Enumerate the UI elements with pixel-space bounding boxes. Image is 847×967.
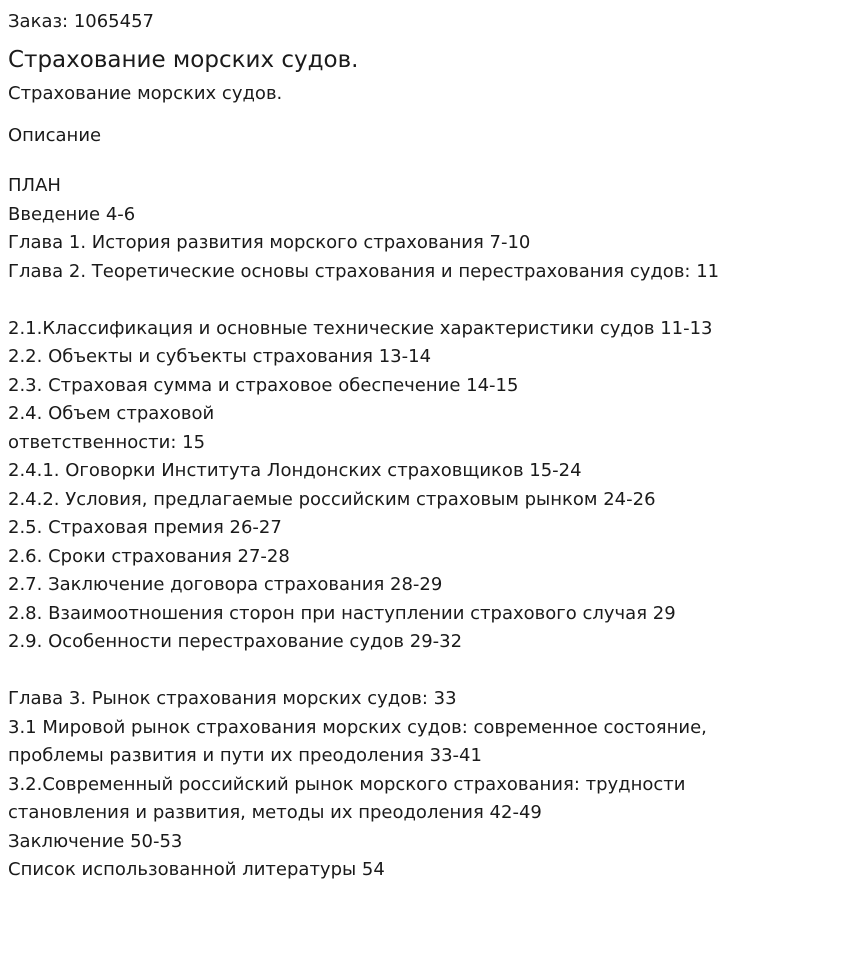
plan-line: 2.8. Взаимоотношения сторон при наступлении страхового случая 29 — [8, 602, 676, 624]
plan-blank-line — [8, 657, 839, 686]
plan-blank-line — [8, 286, 839, 315]
plan-line: проблемы развития и пути их преодоления 33-41 — [8, 745, 482, 766]
plan-line: 2.6. Сроки страхования 27-28 — [8, 545, 290, 567]
plan-line: Глава 3. Рынок страхования морских судов: 33 — [8, 688, 457, 709]
description-label: Описание — [8, 125, 102, 146]
plan-line: 2.4.1. Оговорки Института Лондонских страховщиков 15-24 — [8, 460, 582, 481]
plan-heading: ПЛАН — [8, 175, 61, 196]
plan-line: 2.3. Страховая сумма и страховое обеспечение 14-15 — [8, 374, 519, 396]
plan-line: ответственности: 15 — [8, 431, 206, 453]
plan-line: 3.2.Современный российский рынок морского страхования: трудности — [8, 773, 686, 795]
plan-line: 2.9. Особенности перестрахование судов 29-32 — [8, 631, 463, 652]
plan-line: 2.4. Объем страховой — [8, 403, 215, 424]
plan-line: Глава 1. История развития морского страхования 7-10 — [8, 232, 531, 253]
plan-line: 2.2. Объекты и субъекты страхования 13-14 — [8, 346, 432, 367]
plan-content — [8, 172, 839, 885]
plan-line: 3.1 Мировой рынок страхования морских судов: современное состояние, — [8, 716, 707, 738]
plan-line: Глава 2. Теоретические основы страхования и перестрахования судов: 11 — [8, 260, 720, 282]
plan-line: Список использованной литературы 54 — [8, 859, 385, 880]
plan-line: 2.1.Классификация и основные технические характеристики судов 11-13 — [8, 317, 713, 339]
plan-line: 2.5. Страховая премия 26-27 — [8, 517, 282, 538]
page-title: Страхование морских судов. — [8, 47, 359, 73]
page-subtitle: Страхование морских судов. — [8, 83, 283, 104]
plan-line: становления и развития, методы их преодоления 42-49 — [8, 802, 542, 823]
order-number: Заказ: 1065457 — [8, 11, 154, 32]
plan-line: Введение 4-6 — [8, 203, 136, 225]
plan-line: Заключение 50-53 — [8, 830, 183, 852]
plan-line: 2.7. Заключение договора страхования 28-29 — [8, 574, 443, 595]
plan-line: 2.4.2. Условия, предлагаемые российским страховым рынком 24-26 — [8, 488, 656, 510]
